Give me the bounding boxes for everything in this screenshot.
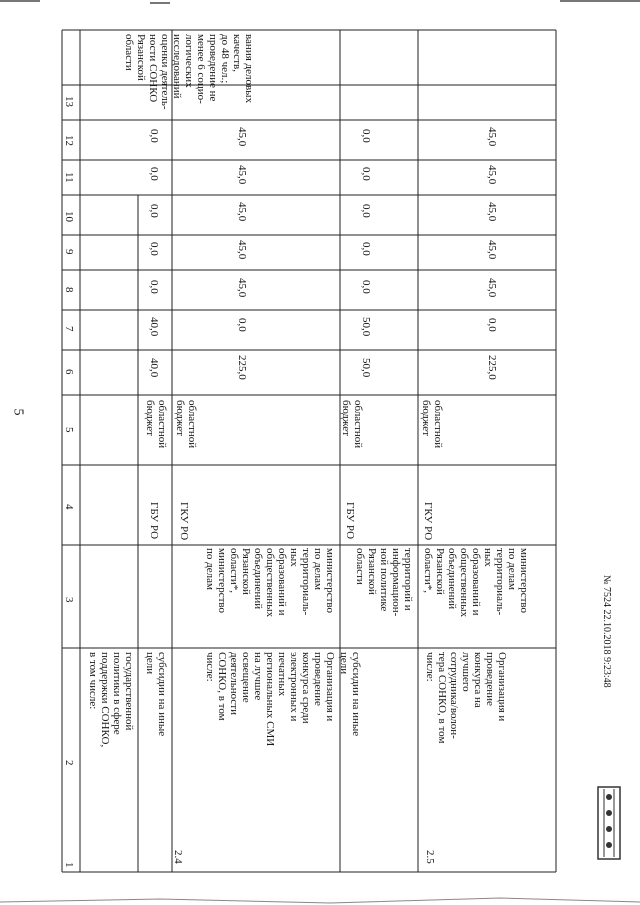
column-number: 2 <box>63 760 75 766</box>
row1-col4-text: ГБУ РО <box>148 502 160 540</box>
row1-col2-text: субсидии на иные цели <box>144 652 168 737</box>
row2-col12-value: 45,0 <box>236 127 248 147</box>
row4-col7-value: 0,0 <box>486 318 498 332</box>
column-number: 5 <box>63 427 75 433</box>
row3-col4-text: ГБУ РО <box>344 502 356 540</box>
row4-col9-value: 45,0 <box>486 240 498 260</box>
row1-col8-value: 0,0 <box>148 280 160 294</box>
row4-col5-text: областной бюджет <box>420 400 444 449</box>
row2-col3-text: министерство по делам территориаль- ных образований и общественных объединений Рязанской области*, министерство по делам <box>204 548 336 618</box>
registration-footer: № 7524 22.10.2018 9:23:48 <box>601 575 612 688</box>
row4-col12-value: 45,0 <box>486 127 498 147</box>
row2-col9-value: 45,0 <box>236 240 248 260</box>
row3-col10-value: 0,0 <box>360 204 372 218</box>
column-number: 13 <box>63 96 75 107</box>
registration-seal-icon <box>594 783 624 863</box>
row4-col6-value: 225,0 <box>486 355 498 380</box>
column-number: 8 <box>63 287 75 293</box>
column-number: 11 <box>63 172 75 183</box>
scan-edge-artifact <box>0 884 640 905</box>
row2-col11-value: 45,0 <box>236 165 248 185</box>
row2-col5-text: областной бюджет <box>174 400 198 449</box>
row2-col6-value: 225,0 <box>236 355 248 380</box>
row3-col7-value: 50,0 <box>360 317 372 337</box>
column-number: 7 <box>63 326 75 332</box>
column-number: 12 <box>63 135 75 146</box>
row3-col8-value: 0,0 <box>360 280 372 294</box>
row1-col5-text: областной бюджет <box>144 400 168 449</box>
row1-col6-value: 40,0 <box>148 358 160 378</box>
row4-col11-value: 45,0 <box>486 165 498 185</box>
column-number: 6 <box>63 369 75 375</box>
column-number: 9 <box>63 249 75 255</box>
row4-number: 2.5 <box>424 850 436 864</box>
row3-col6-value: 50,0 <box>360 358 372 378</box>
row1-col9-value: 0,0 <box>148 242 160 256</box>
row3-col5-text: областной бюджет <box>340 400 364 449</box>
row4-col10-value: 45,0 <box>486 202 498 222</box>
row1-col11-value: 0,0 <box>148 167 160 181</box>
row3-col9-value: 0,0 <box>360 242 372 256</box>
row2-col7-value: 0,0 <box>236 318 248 332</box>
row4-col8-value: 45,0 <box>486 278 498 298</box>
page-number: 5 <box>10 408 26 416</box>
row4-col3-text: министерство по делам территориаль- ных образований и общественных объединений Рязанской области*, <box>422 548 530 618</box>
row3-col2-text: субсидии на иные цели <box>338 652 362 737</box>
row1-col7-value: 40,0 <box>148 317 160 337</box>
row0-col13-text: вания деловых качеств, до 48 чел.; проведение не менее 6 социо- логических исследований оценки деятель- ности СОНКО Рязанской области <box>123 34 255 110</box>
row3-col12-value: 0,0 <box>360 129 372 143</box>
column-number: 1 <box>63 862 75 868</box>
row2-col2-text: Организация и проведение конкурса среди электронных и печатных региональных СМИ на лучшее освещение деятельности СОНКО, в том числе: <box>204 652 336 747</box>
row3-col11-value: 0,0 <box>360 167 372 181</box>
row1-col12-value: 0,0 <box>148 129 160 143</box>
row2-col4-text: ГКУ РО <box>178 502 190 541</box>
row4-col2-text: Организация и проведение конкурса на лучшего сотрудника/волон- тера СОНКО, в том числе: <box>424 652 508 744</box>
row4-col4-text: ГКУ РО <box>422 502 434 541</box>
column-number: 4 <box>63 504 75 510</box>
row3-col3-text: территорий и информацион- ной политике Рязанской области <box>354 548 414 617</box>
row1-col10-value: 0,0 <box>148 204 160 218</box>
column-number: 10 <box>63 211 75 222</box>
column-number: 3 <box>63 597 75 603</box>
row2-col10-value: 45,0 <box>236 202 248 222</box>
row0-col2-text: государственной политики в сфере поддержки СОНКО, в том числе: <box>87 652 135 748</box>
row2-number: 2.4 <box>172 850 184 864</box>
row2-col8-value: 45,0 <box>236 278 248 298</box>
